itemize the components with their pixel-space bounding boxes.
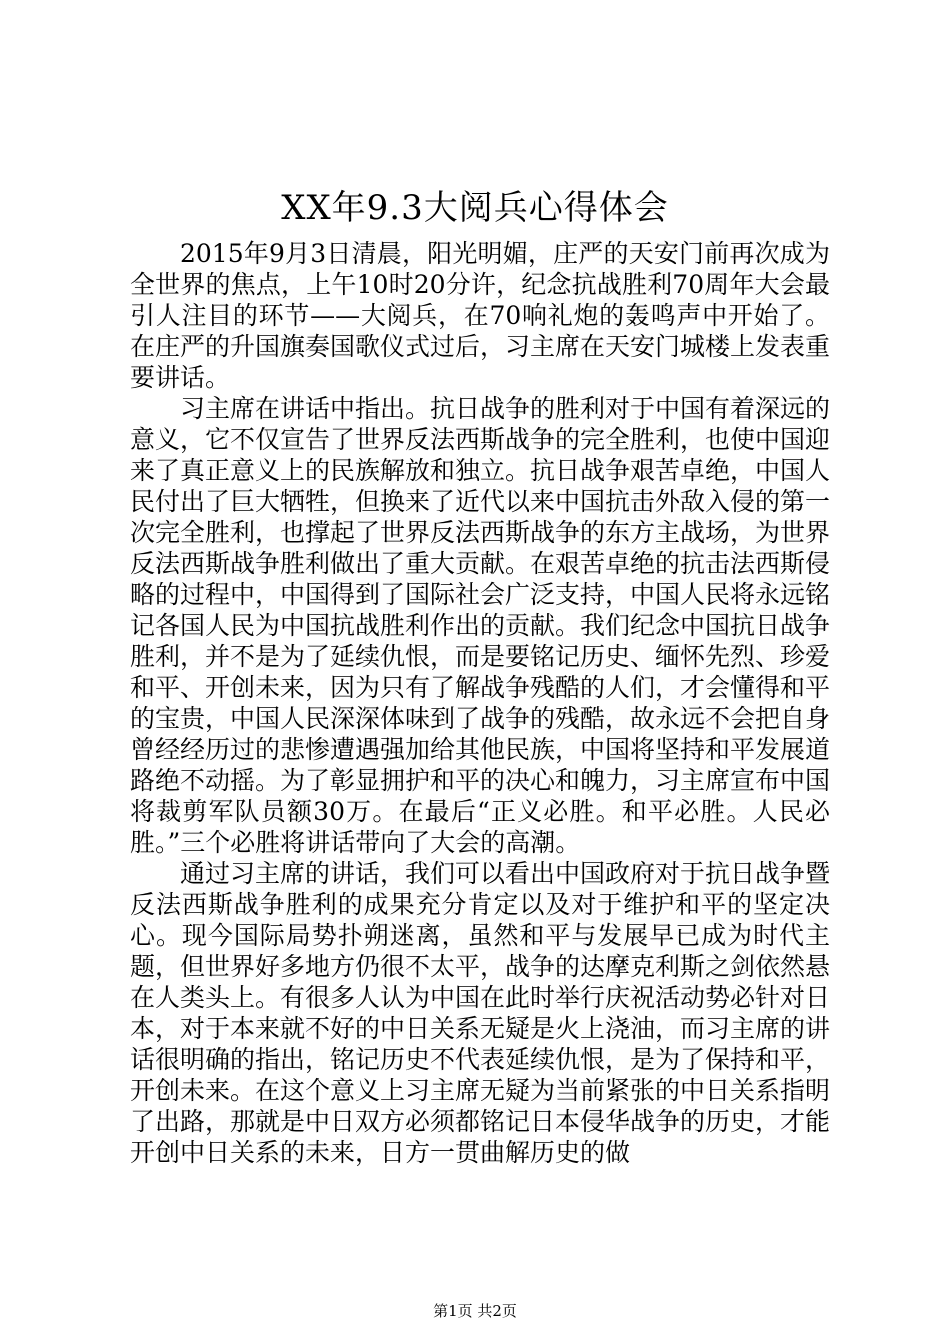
document-body	[130, 238, 830, 1168]
paragraph-1: 2015年9月3日清晨，阳光明媚，庄严的天安门前再次成为全世界的焦点，上午10时20分许，纪念抗战胜利70周年大会最引人注目的环节——大阅兵，在70响礼炮的轰鸣声中开始了。在庄严的升国旗奏国歌仪式过后，习主席在天安门城楼上发表重要讲话。	[130, 239, 831, 392]
page-footer: 第1页 共2页	[433, 1302, 517, 1320]
document-title: XX年9.3大阅兵心得体会	[281, 188, 669, 228]
paragraph-3: 通过习主席的讲话，我们可以看出中国政府对于抗日战争暨反法西斯战争胜利的成果充分肯定以及对于维护和平的坚定决心。现今国际局势扑朔迷离，虽然和平与发展早已成为时代主题，但世界好多地方仍很不太平，战争的达摩克利斯之剑依然悬在人类头上。有很多人认为中国在此时举行庆祝活动势必针对日本，对于本来就不好的中日关系无疑是火上浇油，而习主席的讲话很明确的指出，铭记历史不代表延续仇恨，是为了保持和平，开创未来。在这个意义上习主席无疑为当前紧张的中日关系指明了出路，那就是中日双方必须都铭记日本侵华战争的历史，才能开创中日关系的未来，日方一贯曲解历史的做	[130, 859, 831, 1167]
paragraph-2: 习主席在讲话中指出。抗日战争的胜利对于中国有着深远的意义，它不仅宣告了世界反法西斯战争的完全胜利，也使中国迎来了真正意义上的民族解放和独立。抗日战争艰苦卓绝，中国人民付出了巨大牺牲，但换来了近代以来中国抗击外敌入侵的第一次完全胜利，也撑起了世界反法西斯战争的东方主战场，为世界反法西斯战争胜利做出了重大贡献。在艰苦卓绝的抗击法西斯侵略的过程中，中国得到了国际社会广泛支持，中国人民将永远铭记各国人民为中国抗战胜利作出的贡献。我们纪念中国抗日战争胜利，并不是为了延续仇恨，而是要铭记历史、缅怀先烈、珍爱和平、开创未来，因为只有了解战争残酷的人们，才会懂得和平的宝贵，中国人民深深体味到了战争的残酷，故永远不会把自身曾经经历过的悲惨遭遇强加给其他民族，中国将坚持和平发展道路绝不动摇。为了彰显拥护和平的决心和魄力，习主席宣布中国将裁剪军队员额30万。在最后“正义必胜。和平必胜。人民必胜。”三个必胜将讲话带向了大会的高潮。	[130, 394, 831, 857]
